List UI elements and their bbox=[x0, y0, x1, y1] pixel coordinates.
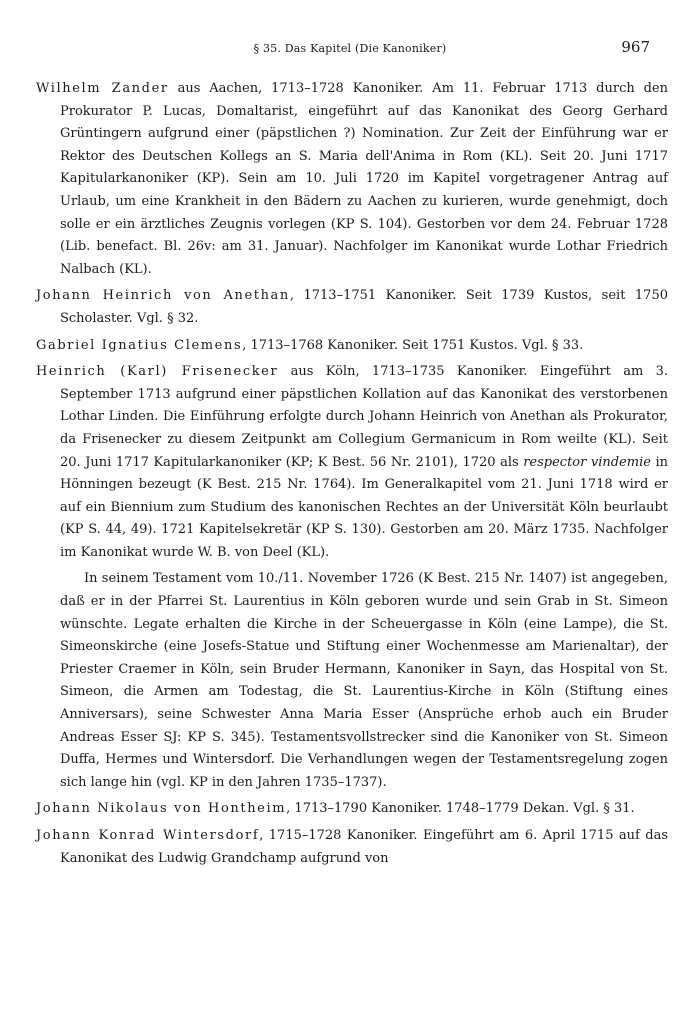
entry-text: , 1713–1751 Kanoniker. Seit 1739 Kustos, seit 1750 Scholaster. Vgl. § 32. bbox=[60, 288, 668, 326]
entry-name: Wilhelm Zander bbox=[36, 81, 169, 96]
entry-name: Heinrich (Karl) Frisenecker bbox=[36, 364, 279, 380]
text-body bbox=[36, 78, 668, 874]
entry-name: Johann Konrad Wintersdorf bbox=[36, 828, 260, 843]
entry-text: aus Köln, 1713–1735 Kanoniker. Eingeführt am 3. September 1713 aufgrund einer päpstlichen Kollation auf das Kanonikat des verstorbenen Lothar Linden. Die Einführung erfolgte durch Johann Heinrich von Anethan als Prokurator, da Frisenecker zu diesem Zeitpunkt am Collegium Germanicum in Rom weilte (KL). Seit 20. Juni 1717 Kapitularkanoniker (KP; K Best. 56 Nr. 2101), 1720 als bbox=[60, 364, 669, 470]
entry-text: in Hönningen bezeugt (K Best. 215 Nr. 1764). Im Generalkapitel vom 21. Juni 1718 wird er auf ein Biennium zum Studium des kanonischen Rechtes an der Universität Köln beurlaubt (KP S. 44, 49). 1721 Kapitelsekretär (KP S. 130). Gestorben am 20. März 1735. Nachfolger im Kanonikat wurde W. B. von Deel (KL). bbox=[60, 454, 668, 560]
entry-name: Johann Nikolaus von Hontheim bbox=[36, 801, 287, 817]
entry-frisenecker bbox=[36, 361, 668, 564]
page-number: 967 bbox=[621, 38, 650, 56]
entry-text: , 1713–1790 Kanoniker. 1748–1779 Dekan. Vgl. § 31. bbox=[286, 801, 635, 817]
entry-hontheim bbox=[36, 798, 668, 821]
running-head bbox=[40, 38, 660, 62]
entry-italic-term: respector vindemie bbox=[523, 454, 651, 470]
running-title: § 35. Das Kapitel (Die Kanoniker) bbox=[253, 42, 447, 55]
entry-text: aus Aachen, 1713–1728 Kanoniker. Am 11. Februar 1713 durch den Prokurator P. Lucas, Domaltarist, eingeführt auf das Kanonikat des Georg Gerhard Grüntingern aufgrund einer (päpstlichen ?) Nomination. Zur Zeit der Einführung war er Rektor des Deutschen Kollegs an S. Maria dell'Anima in Rom (KL). Seit 20. Juni 1717 Kapitularkanoniker (KP). Sein am 10. Juli 1720 im Kapitel vorgetragener Antrag auf Urlaub, um eine Krankheit in den Bädern zu Aachen zu kurieren, wurde genehmigt, doch solle er ein ärztliches Zeugnis vorlegen (KP S. 104). Gestorben vor dem 24. Februar 1728 (Lib. benefact. Bl. 26v: am 31. Januar). Nachfolger im Kanonikat wurde Lothar Friedrich Nalbach (KL). bbox=[60, 81, 669, 277]
entry-name: Gabriel Ignatius Clemens bbox=[36, 337, 243, 353]
entry-name: Johann Heinrich von Anethan bbox=[36, 288, 290, 304]
entry-anethan bbox=[36, 285, 668, 330]
entry-clemens bbox=[36, 335, 668, 358]
entry-text: , 1715–1728 Kanoniker. Eingeführt am 6. April 1715 auf das Kanonikat des Ludwig Grandchamp aufgrund von bbox=[60, 828, 668, 866]
entry-text: , 1713–1768 Kanoniker. Seit 1751 Kustos. Vgl. § 33. bbox=[242, 337, 584, 353]
entry-zander bbox=[36, 78, 668, 281]
entry-frisenecker-continuation: In seinem Testament vom 10./11. November 1726 (K Best. 215 Nr. 1407) ist angegeben, daß er in der Pfarrei St. Laurentius in Köln geboren wurde und sein Grab in St. Simeon wünschte. Legate erhalten die Kirche in der Scheuergasse in Köln (eine Lampe), die St. Simeonskirche (eine Josefs-Statue und Stiftung einer Wochenmesse am Marienaltar), der Priester Craemer in Köln, sein Bruder Hermann, Kanoniker in Sayn, das Hospital von St. Simeon, die Armen am Todestag, die St. Laurentius-Kirche in Köln (Stiftung eines Anniversars), seine Schwester Anna Maria Esser (Ansprüche erhob auch ein Bruder Andreas Esser SJ: KP S. 345). Testamentsvollstrecker sind die Kanoniker von St. Simeon Duffa, Hermes und Wintersdorf. Die Verhandlungen wegen der Testamentsregelung zogen sich lange hin (vgl. KP in den Jahren 1735–1737). bbox=[60, 571, 668, 790]
entry-wintersdorf bbox=[36, 825, 668, 870]
